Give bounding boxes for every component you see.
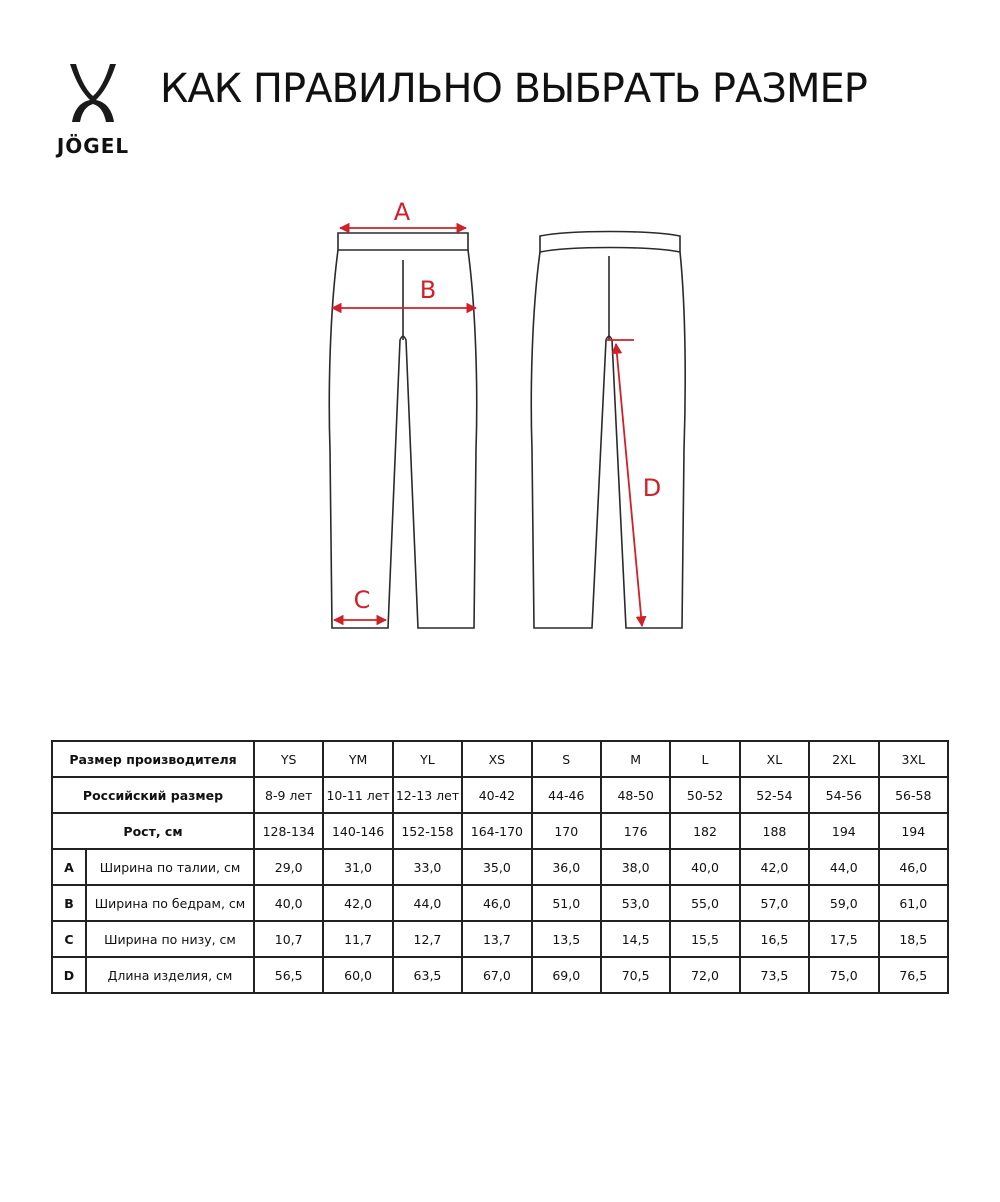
measure-a-label: A <box>393 198 411 226</box>
table-cell: 44-46 <box>532 777 601 813</box>
table-cell: 194 <box>879 813 948 849</box>
table-cell: 2XL <box>809 741 878 777</box>
table-cell: 128-134 <box>254 813 323 849</box>
table-cell: XL <box>740 741 809 777</box>
table-row <box>52 741 948 777</box>
table-cell: 55,0 <box>670 885 739 921</box>
table-cell: 10-11 лет <box>323 777 392 813</box>
row-label: Ширина по талии, см <box>86 849 254 885</box>
table-cell: 164-170 <box>462 813 531 849</box>
pants-front-view <box>329 233 476 628</box>
measure-letter: C <box>52 921 86 957</box>
row-label: Размер производителя <box>52 741 254 777</box>
table-cell: 176 <box>601 813 670 849</box>
row-label: Длина изделия, см <box>86 957 254 993</box>
pants-measurement-diagram <box>300 190 720 640</box>
table-cell: 16,5 <box>740 921 809 957</box>
table-cell: 40,0 <box>670 849 739 885</box>
table-cell: 40,0 <box>254 885 323 921</box>
table-cell: 57,0 <box>740 885 809 921</box>
table-cell: 36,0 <box>532 849 601 885</box>
measure-d-line <box>616 344 642 626</box>
measure-letter: D <box>52 957 86 993</box>
table-cell: 40-42 <box>462 777 531 813</box>
table-cell: 35,0 <box>462 849 531 885</box>
table-cell: 29,0 <box>254 849 323 885</box>
row-label: Рост, см <box>52 813 254 849</box>
table-cell: 60,0 <box>323 957 392 993</box>
table-cell: 54-56 <box>809 777 878 813</box>
table-cell: 59,0 <box>809 885 878 921</box>
table-cell: L <box>670 741 739 777</box>
measure-letter: A <box>52 849 86 885</box>
table-cell: 72,0 <box>670 957 739 993</box>
row-label: Ширина по низу, см <box>86 921 254 957</box>
table-row <box>52 885 948 921</box>
table-row <box>52 849 948 885</box>
measure-c-label: C <box>353 586 371 614</box>
table-cell: 69,0 <box>532 957 601 993</box>
table-cell: 51,0 <box>532 885 601 921</box>
table-cell: 188 <box>740 813 809 849</box>
table-cell: S <box>532 741 601 777</box>
size-table <box>51 740 949 994</box>
table-row <box>52 957 948 993</box>
table-cell: 17,5 <box>809 921 878 957</box>
table-cell: 18,5 <box>879 921 948 957</box>
table-cell: 8-9 лет <box>254 777 323 813</box>
table-cell: 46,0 <box>462 885 531 921</box>
table-cell: 61,0 <box>879 885 948 921</box>
table-cell: 10,7 <box>254 921 323 957</box>
table-cell: 67,0 <box>462 957 531 993</box>
table-cell: YS <box>254 741 323 777</box>
table-cell: YL <box>393 741 462 777</box>
table-cell: 46,0 <box>879 849 948 885</box>
table-cell: 11,7 <box>323 921 392 957</box>
table-cell: XS <box>462 741 531 777</box>
brand-logo <box>38 62 148 162</box>
jogel-emblem-icon <box>66 62 120 124</box>
table-cell: 56-58 <box>879 777 948 813</box>
table-row <box>52 777 948 813</box>
table-cell: 14,5 <box>601 921 670 957</box>
table-cell: 38,0 <box>601 849 670 885</box>
table-cell: 12,7 <box>393 921 462 957</box>
measure-b-label: B <box>419 276 437 304</box>
table-cell: 140-146 <box>323 813 392 849</box>
table-cell: 44,0 <box>393 885 462 921</box>
table-cell: 15,5 <box>670 921 739 957</box>
table-cell: YM <box>323 741 392 777</box>
table-row <box>52 921 948 957</box>
table-cell: 13,7 <box>462 921 531 957</box>
table-cell: 76,5 <box>879 957 948 993</box>
table-cell: 48-50 <box>601 777 670 813</box>
table-cell: 33,0 <box>393 849 462 885</box>
table-cell: 70,5 <box>601 957 670 993</box>
brand-name: JÖGEL <box>56 134 130 158</box>
table-row <box>52 813 948 849</box>
table-cell: 56,5 <box>254 957 323 993</box>
size-table-body <box>52 741 948 993</box>
table-cell: 31,0 <box>323 849 392 885</box>
table-cell: 44,0 <box>809 849 878 885</box>
table-cell: 42,0 <box>740 849 809 885</box>
measure-d-label: D <box>642 474 662 502</box>
table-cell: 75,0 <box>809 957 878 993</box>
table-cell: 42,0 <box>323 885 392 921</box>
measure-letter: B <box>52 885 86 921</box>
table-cell: 53,0 <box>601 885 670 921</box>
table-cell: 194 <box>809 813 878 849</box>
pants-back-view <box>531 232 685 629</box>
table-cell: 50-52 <box>670 777 739 813</box>
table-cell: 3XL <box>879 741 948 777</box>
row-label: Российский размер <box>52 777 254 813</box>
table-cell: 13,5 <box>532 921 601 957</box>
table-cell: 52-54 <box>740 777 809 813</box>
page-title: КАК ПРАВИЛЬНО ВЫБРАТЬ РАЗМЕР <box>160 66 867 112</box>
table-cell: 152-158 <box>393 813 462 849</box>
row-label: Ширина по бедрам, см <box>86 885 254 921</box>
table-cell: M <box>601 741 670 777</box>
table-cell: 63,5 <box>393 957 462 993</box>
table-cell: 12-13 лет <box>393 777 462 813</box>
table-cell: 182 <box>670 813 739 849</box>
table-cell: 73,5 <box>740 957 809 993</box>
table-cell: 170 <box>532 813 601 849</box>
